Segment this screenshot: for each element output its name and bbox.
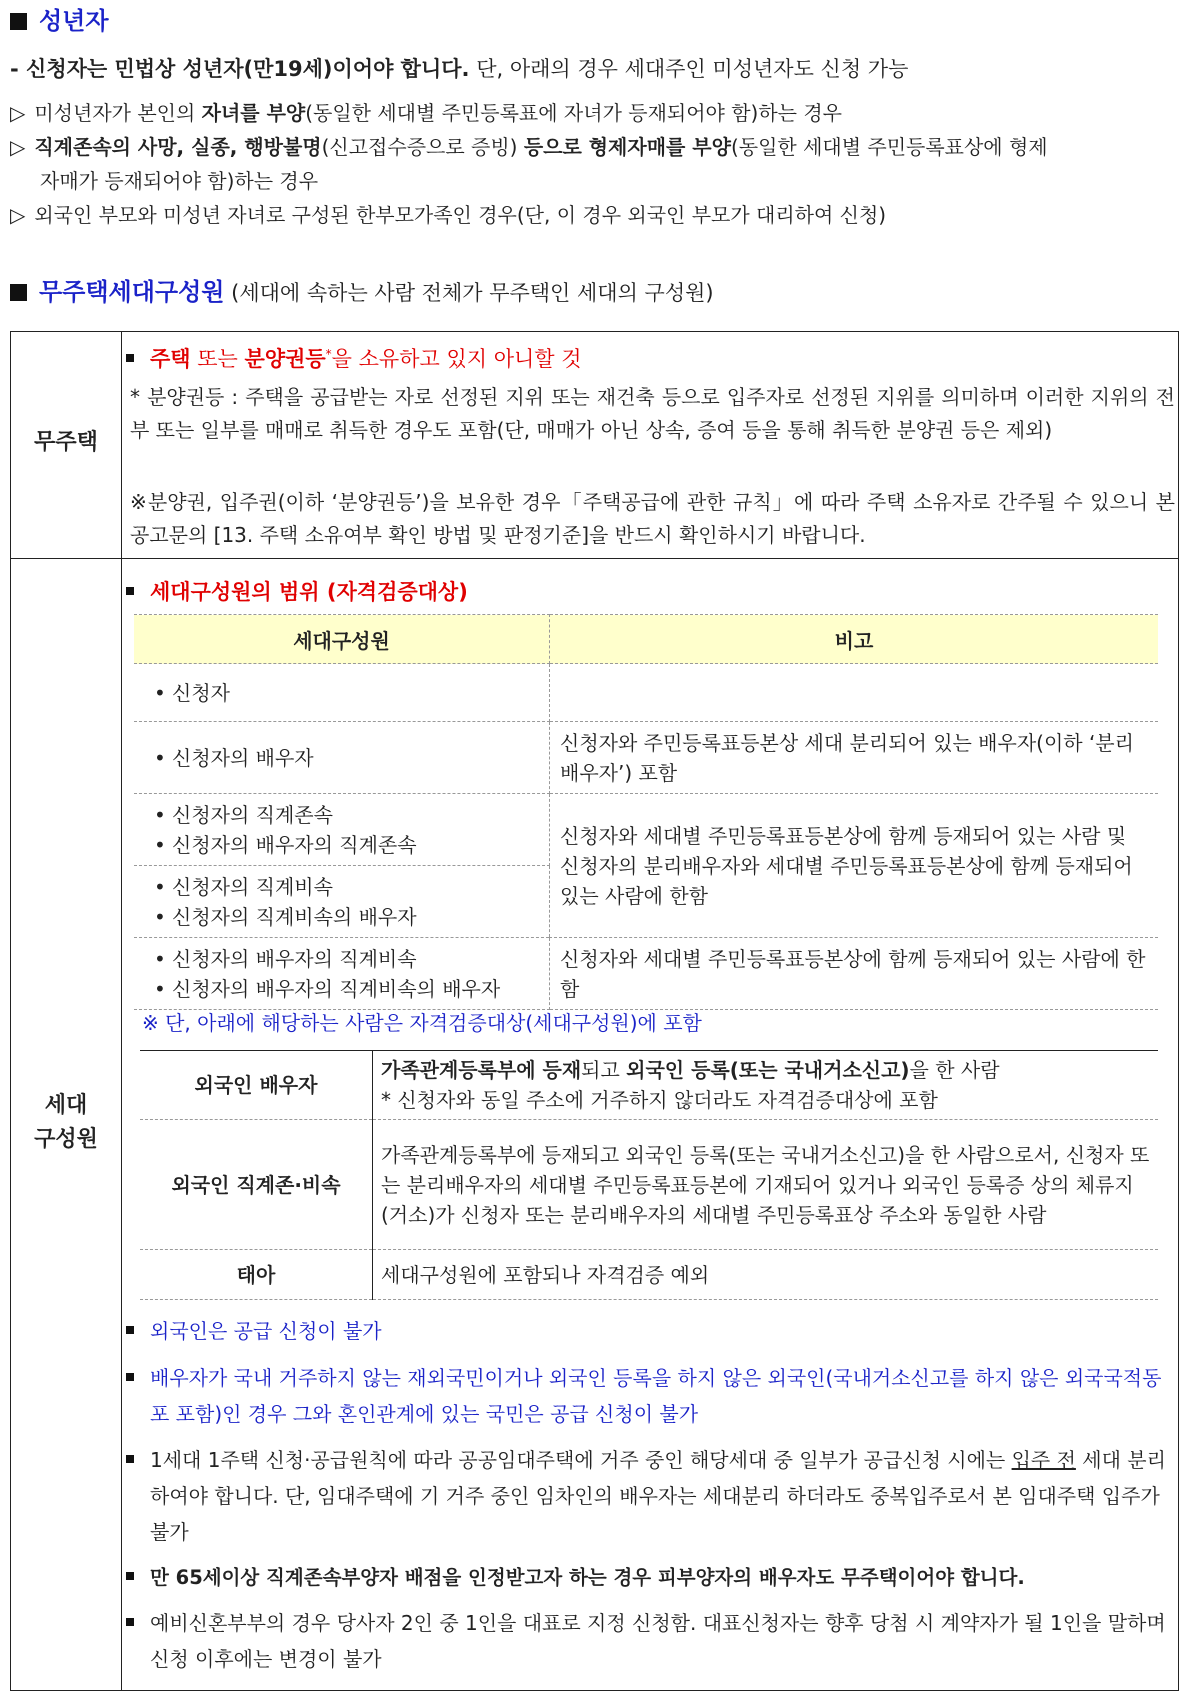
table-row: 태아 세대구성원에 포함되나 자격검증 예외 <box>140 1250 1158 1300</box>
household-rule-one-house: 1세대 1주택 신청·공급원칙에 따라 공공임대주택에 거주 중인 해당세대 중 일부가 공급신청 시에는 입주 전 세대 분리하여야 합니다. 단, 임대주택에 기 거주 중인 임차인의 배우자는 세대분리 하더라도 중복입주로서 본 임대주택 입주가 불가 <box>126 1442 1179 1550</box>
table-row: • 신청자의 배우자 신청자와 주민등록표등본상 세대 분리되어 있는 배우자(이하 ‘분리배우자’) 포함 <box>134 722 1158 794</box>
household-members-table <box>134 614 1158 1010</box>
table-row: 외국인 배우자 가족관계등록부에 등재되고 외국인 등록(또는 국내거소신고)을 한 사람 * 신청자와 동일 주소에 거주하지 않더라도 자격검증대상에 포함 <box>140 1051 1158 1120</box>
section-adult-title: 성년자 <box>10 6 109 36</box>
row-divider <box>11 558 1178 559</box>
square-bullet-icon <box>126 354 134 362</box>
triangle-bullet-icon: ▷ <box>10 101 26 125</box>
triangle-bullet-icon: ▷ <box>10 135 26 159</box>
household-rule-foreigner: 외국인은 공급 신청이 불가 <box>126 1313 1179 1349</box>
column-divider <box>121 332 122 1690</box>
square-bullet-icon <box>126 1572 134 1580</box>
row-label-household: 세대 구성원 <box>34 1093 98 1152</box>
table-header-row <box>134 615 1158 664</box>
household-rule-prenuptial: 예비신혼부부의 경우 당사자 2인 중 1인을 대표로 지정 신청함. 대표신청자는 향후 당첨 시 계약자가 될 1인을 말하며 신청 이후에는 변경이 불가 <box>126 1605 1179 1677</box>
triangle-bullet-icon: ▷ <box>10 203 26 227</box>
household-rule-elderly: 만 65세이상 직계존속부양자 배점을 인정받고자 하는 경우 피부양자의 배우자도 무주택이어야 합니다. <box>126 1560 1179 1596</box>
adult-case-3: ▷ 외국인 부모와 미성년 자녀로 구성된 한부모가족인 경우(단, 이 경우 외국인 부모가 대리하여 신청) <box>10 198 1181 232</box>
row-label-no-house: 무주택 <box>34 430 98 455</box>
table-row: • 신청자의 직계비속 • 신청자의 직계비속의 배우자 <box>134 866 1158 938</box>
household-exception-note: ※ 단, 아래에 해당하는 사람은 자격검증대상(세대구성원)에 포함 <box>142 1011 702 1035</box>
no-house-note-warning: ※분양권, 입주권(이하 ‘분양권등’)을 보유한 경우「주택공급에 관한 규칙」에 따라 주택 소유자로 간주될 수 있으니 본 공고문의 [13. 주택 소유여부 확인 방법 및 판정기준]을 반드시 확인하시기 바랍니다. <box>130 490 1175 547</box>
table-row: 외국인 직계존·비속 가족관계등록부에 등재되고 외국인 등록(또는 국내거소신고)을 한 사람으로서, 신청자 또는 분리배우자의 세대별 주민등록표등본에 기재되어 있거나 외국인 등록증 상의 체류지(거소)가 신청자 또는 분리배우자의 세대별 주민등록표상 주소와 동일한 사람 <box>140 1120 1158 1250</box>
square-bullet-icon <box>10 284 27 301</box>
square-bullet-icon <box>126 1373 134 1381</box>
household-range-heading: 세대구성원의 범위 (자격검증대상) <box>126 574 1179 610</box>
col-header-member: 세대구성원 <box>134 615 550 664</box>
adult-case-1: ▷ 미성년자가 본인의 자녀를 부양(동일한 세대별 주민등록표에 자녀가 등재되어야 함)하는 경우 <box>10 96 1181 130</box>
adult-case-2-cont: 자매가 등재되어야 함)하는 경우 <box>40 169 319 193</box>
square-bullet-icon <box>126 1455 134 1463</box>
household-rule-spouse: 배우자가 국내 거주하지 않는 재외국민이거나 외국인 등록을 하지 않은 외국인(국내거소신고를 하지 않은 외국국적동포 포함)인 경우 그와 혼인관계에 있는 국민은 공급 신청이 불가 <box>126 1360 1179 1432</box>
square-bullet-icon <box>126 587 134 595</box>
foreign-members-table <box>140 1050 1158 1300</box>
square-bullet-icon <box>10 13 27 30</box>
section-homeless-title: 무주택세대구성원 (세대에 속하는 사람 전체가 무주택인 세대의 구성원) <box>10 277 714 308</box>
no-house-note-definition: * 분양권등 : 주택을 공급받는 자로 선정된 지위 또는 재건축 등으로 입주자로 선정된 지위를 의미하며 이러한 지위의 전부 또는 일부를 매매로 취득한 경우도 포함(단, 매매가 아닌 상속, 증여 등을 통해 취득한 분양권 등은 제외) <box>130 385 1175 442</box>
square-bullet-icon <box>126 1326 134 1334</box>
table-row: • 신청자의 배우자의 직계비속 • 신청자의 배우자의 직계비속의 배우자 신청자와 세대별 주민등록표등본상에 함께 등재되어 있는 사람에 한함 <box>134 938 1158 1010</box>
table-row: • 신청자 <box>134 664 1158 722</box>
col-header-note: 비고 <box>550 615 1159 664</box>
adult-requirement: - 신청자는 민법상 성년자(만19세)이어야 합니다. 단, 아래의 경우 세대주인 미성년자도 신청 가능 <box>10 57 909 81</box>
table-row: • 신청자의 직계존속 • 신청자의 배우자의 직계존속 신청자와 세대별 주민등록표등본상에 함께 등재되어 있는 사람 및 신청자의 분리배우자와 세대별 주민등록표등본상에 함께 등재되어 있는 사람에 한함 <box>134 794 1158 866</box>
no-house-heading: 주택 또는 분양권등*을 소유하고 있지 아니할 것 <box>126 336 1179 377</box>
square-bullet-icon <box>126 1618 134 1626</box>
adult-case-2: ▷ 직계존속의 사망, 실종, 행방불명(신고접수증으로 증빙) 등으로 형제자매를 부양(동일한 세대별 주민등록표상에 형제 <box>10 130 1181 164</box>
